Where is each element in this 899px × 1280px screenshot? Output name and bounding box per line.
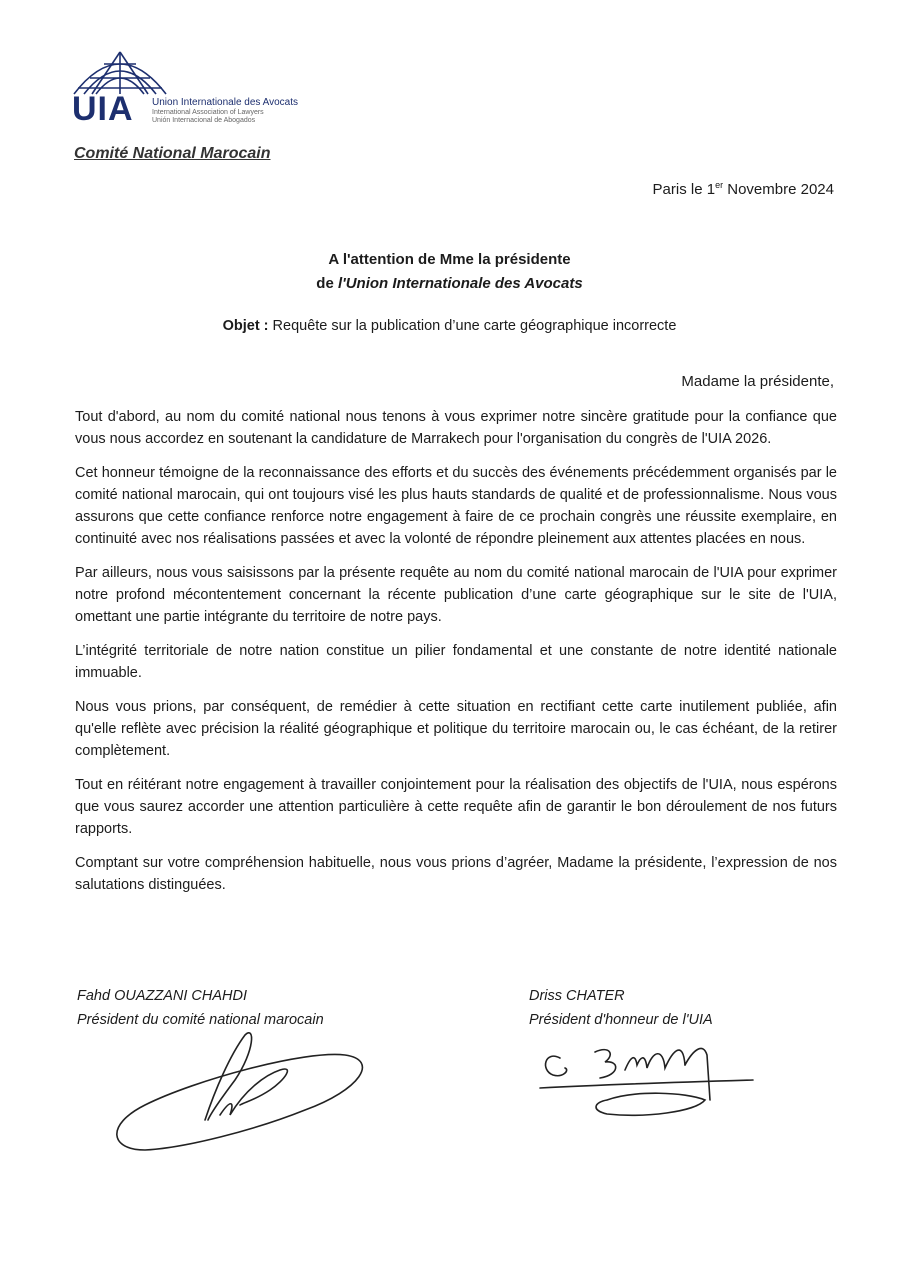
- handwritten-signature-right: [535, 1030, 765, 1125]
- recipient-block: [0, 248, 899, 296]
- uia-logo: [70, 48, 310, 134]
- signatory-title: Président d'honneur de l'UIA: [529, 1012, 713, 1028]
- handwritten-signature-left: [105, 1030, 375, 1160]
- logo-line-3: Unión Internacional de Abogados: [152, 117, 256, 124]
- signatory-name: Fahd OUAZZANI CHAHDI: [77, 988, 247, 1004]
- recipient-organization: l'Union Internationale des Avocats: [337, 275, 583, 292]
- signatory-right: [529, 984, 713, 1032]
- date-prefix: Paris le 1: [652, 181, 716, 198]
- logo-acronym: UIA: [72, 90, 134, 128]
- subject-label: Objet :: [222, 318, 269, 334]
- paragraph: Tout d'abord, au nom du comité national nous tenons à vous exprimer notre sincère gratitude pour la confiance que vous nous accordez en soutenant la candidature de Marrakech pour l'organisation du congrès de l'UIA 2026.: [75, 409, 837, 447]
- paragraph: Tout en réitérant notre engagement à travailler conjointement pour la réalisation des objectifs de l'UIA, nous espérons que vous saurez accorder une attention particulière à cette requête afin de garantir le bon déroulement de nos futurs rapports.: [75, 777, 837, 837]
- paragraph: Cet honneur témoigne de la reconnaissance des efforts et du succès des événements précédemment organisés par le comité national marocain, qui ont toujours visé les plus hauts standards de qualité et de professionnalisme. Nous vous assurons que cette confiance renforce notre engagement à faire de ce prochain congrès une réussite exemplaire, en continuité avec nos réalisations passées et avec la volonté de répondre pleinement aux attentes placées en nous.: [75, 465, 837, 547]
- date-line: [653, 180, 834, 198]
- committee-name: Comité National Marocain: [74, 145, 271, 162]
- paragraph: Nous vous prions, par conséquent, de remédier à cette situation en rectifiant cette carte inutilement publiée, afin qu'elle reflète avec précision la réalité géographique et politique du territoire marocain ou, le cas échéant, de la retirer complètement.: [75, 699, 837, 759]
- signatory-left: [77, 984, 324, 1032]
- date-suffix: Novembre 2024: [723, 181, 834, 198]
- recipient-prefix: de: [316, 275, 338, 292]
- logo-line-1: Union Internationale des Avocats: [152, 97, 299, 108]
- paragraph: Comptant sur votre compréhension habituelle, nous vous prions d’agréer, Madame la présidente, l’expression de nos salutations distinguées.: [75, 855, 837, 893]
- letter-body: [75, 406, 837, 908]
- salutation: Madame la présidente,: [681, 373, 834, 390]
- logo-line-2: International Association of Lawyers: [152, 109, 264, 116]
- date-superscript: er: [715, 180, 724, 190]
- signatory-name: Driss CHATER: [529, 988, 625, 1004]
- logo-text: [152, 98, 298, 124]
- recipient-line-2: [0, 272, 899, 296]
- subject-text: Requête sur la publication d’une carte géographique incorrecte: [268, 318, 677, 334]
- paragraph: Par ailleurs, nous vous saisissons par la présente requête au nom du comité national marocain de l'UIA pour exprimer notre profond mécontentement concernant la récente publication d’une carte géographique sur le site de l'UIA, omettant une partie intégrante du territoire de notre pays.: [75, 565, 837, 625]
- signatory-title: Président du comité national marocain: [77, 1012, 324, 1028]
- subject-line: [0, 318, 899, 334]
- recipient-line-1: A l'attention de Mme la présidente: [328, 251, 571, 268]
- paragraph: L’intégrité territoriale de notre nation constitue un pilier fondamental et une constante de notre identité nationale immuable.: [75, 643, 837, 681]
